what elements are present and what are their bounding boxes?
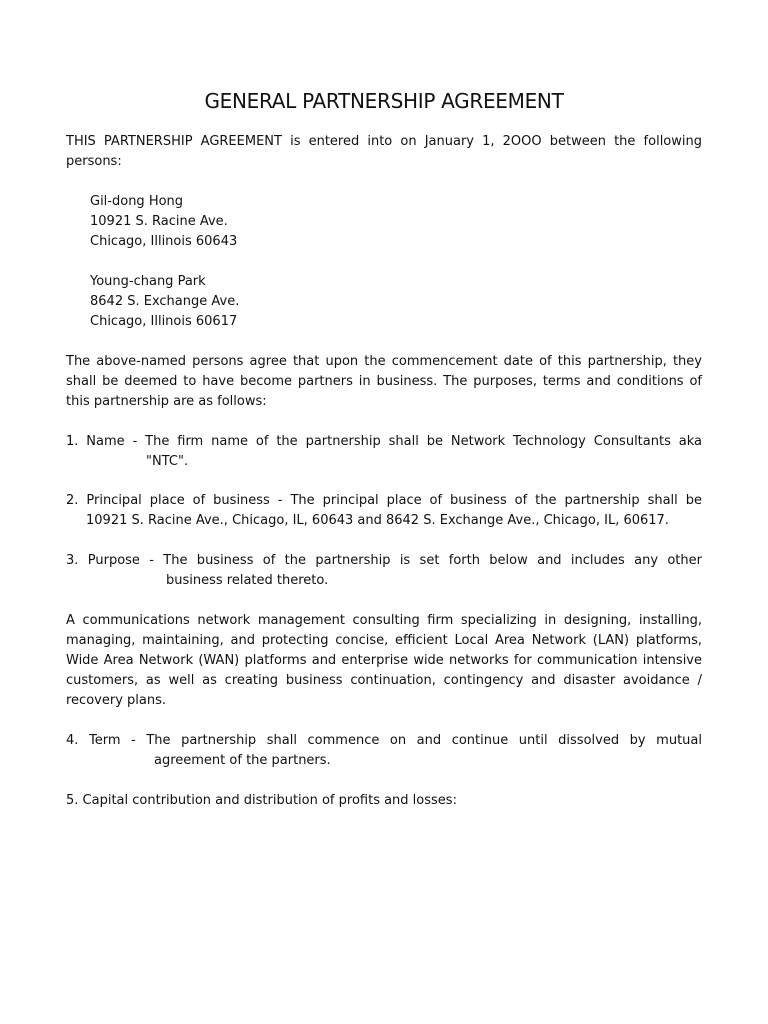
preamble-line-3: this partnership are as follows: (66, 394, 267, 409)
partner-1-name: Gil-dong Hong (90, 194, 184, 209)
business-description-line-4: customers, as well as creating business continuation, contingency and disaster avoidance / (66, 673, 702, 688)
partner-1-city: Chicago, Illinois 60643 (90, 234, 238, 249)
business-description-line-2: managing, maintaining, and protecting concise, efficient Local Area Network (LAN) platforms, (66, 633, 702, 648)
clause-term-line-1: 4. Term - The partnership shall commence on and continue until dissolved by mutual (66, 733, 702, 748)
partner-2-city: Chicago, Illinois 60617 (90, 314, 238, 329)
clause-name-line-2: "NTC". (146, 454, 189, 469)
clause-term-line-2: agreement of the partners. (154, 753, 331, 768)
clause-place-line-2: 10921 S. Racine Ave., Chicago, IL, 60643 and 8642 S. Exchange Ave., Chicago, IL, 60617. (86, 513, 669, 528)
preamble-line-2: shall be deemed to have become partners in business. The purposes, terms and conditions of (66, 374, 702, 389)
clause-capital-line-1: 5. Capital contribution and distribution of profits and losses: (66, 793, 457, 808)
business-description-line-1: A communications network management consulting firm specializing in designing, installing, (66, 613, 702, 628)
intro-line-1: THIS PARTNERSHIP AGREEMENT is entered into on January 1, 2OOO between the following (66, 134, 702, 149)
partner-2-name: Young-chang Park (90, 274, 206, 289)
preamble-line-1: The above-named persons agree that upon the commencement date of this partnership, they (66, 354, 702, 369)
business-description-line-5: recovery plans. (66, 693, 166, 708)
clause-place-line-1: 2. Principal place of business - The principal place of business of the partnership shall be (66, 493, 702, 508)
document-title: GENERAL PARTNERSHIP AGREEMENT (204, 89, 564, 113)
clause-purpose-line-2: business related thereto. (166, 573, 329, 588)
intro-line-2: persons: (66, 154, 122, 169)
partner-1-street: 10921 S. Racine Ave. (90, 214, 228, 229)
clause-purpose-line-1: 3. Purpose - The business of the partnership is set forth below and includes any other (66, 553, 702, 568)
clause-name-line-1: 1. Name - The firm name of the partnership shall be Network Technology Consultants aka (66, 434, 702, 449)
partner-2-street: 8642 S. Exchange Ave. (90, 294, 240, 309)
business-description-line-3: Wide Area Network (WAN) platforms and enterprise wide networks for communication intensive (66, 653, 702, 668)
